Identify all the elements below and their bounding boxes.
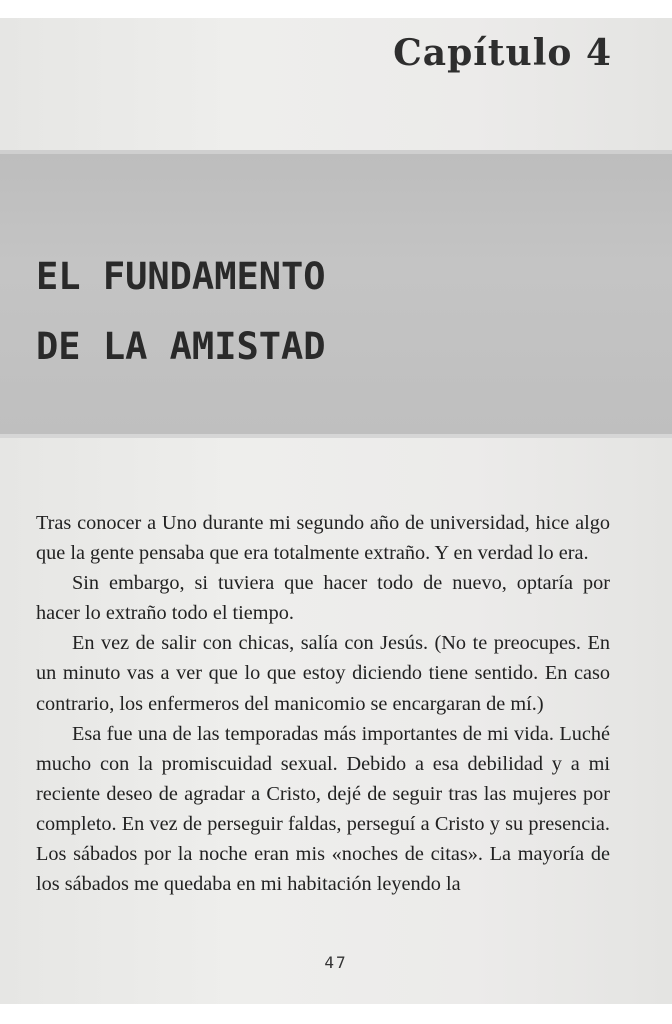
paragraph-1: Tras conocer a Uno durante mi segundo año de universidad, hice algo que la gente pensaba que era totalmente extraño. Y en verdad lo era.: [36, 512, 610, 565]
book-page: [0, 18, 672, 1004]
body-text: [36, 508, 610, 899]
chapter-title-band: [0, 150, 672, 438]
paragraph-3: En vez de salir con chicas, salía con Jesús. (No te preocupes. En un minuto vas a ver que lo que estoy diciendo tiene sentido. En caso contrario, los enfermeros del manicomio se encargaran de mí.): [36, 632, 610, 715]
chapter-title-line-1: EL FUNDAMENTO: [36, 255, 326, 298]
chapter-title-line-2: DE LA AMISTAD: [36, 325, 326, 368]
page-number: 47: [324, 953, 348, 972]
chapter-label: Capítulo 4: [393, 32, 612, 74]
paragraph-4: Esa fue una de las temporadas más importantes de mi vida. Luché mucho con la promiscuidad sexual. Debido a esa debilidad y a mi reciente deseo de agradar a Cristo, dejé de seguir tras las mujeres por completo. En vez de perseguir faldas, perseguí a Cristo y su presencia. Los sábados por la noche eran mis «noches de citas». La mayoría de los sábados me quedaba en mi habitación leyendo la: [36, 722, 610, 896]
chapter-title: [36, 242, 326, 382]
paragraph-2: Sin embargo, si tuviera que hacer todo de nuevo, optaría por hacer lo extraño todo el tiempo.: [36, 572, 610, 625]
